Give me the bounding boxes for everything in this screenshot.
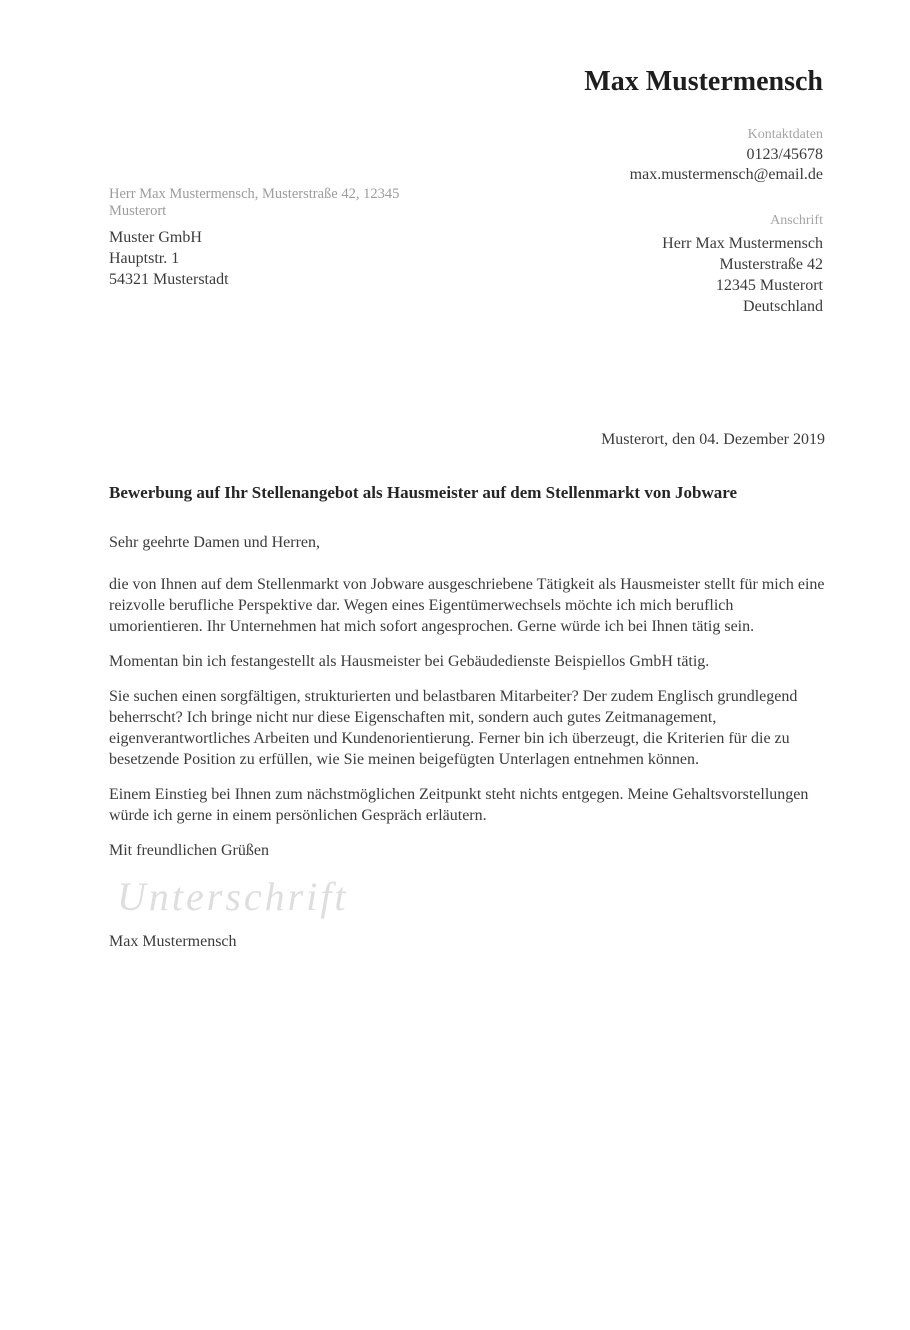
- page-title: Max Mustermensch: [584, 66, 823, 97]
- paragraph-current-job: Momentan bin ich festangestellt als Hausmeister bei Gebäudedienste Beispiellos GmbH tätig.: [109, 653, 710, 670]
- applicant-address-block: [662, 233, 823, 317]
- applicant-country: Deutschland: [743, 298, 823, 315]
- signature-placeholder: Unterschrift: [117, 874, 349, 919]
- signed-name: Max Mustermensch: [109, 933, 237, 950]
- recipient-address-block: [109, 227, 229, 290]
- closing-formula: Mit freundlichen Grüßen: [109, 842, 269, 859]
- letter-body: [109, 429, 825, 952]
- recipient-city: 54321 Musterstadt: [109, 271, 229, 288]
- paragraph-availability: Einem Einstieg bei Ihnen zum nächstmöglichen Zeitpunkt steht nichts entgegen. Meine Gehaltsvorstellungen würde ich gerne in einem persönlichen Gespräch erläutern.: [109, 786, 809, 824]
- date-line: Musterort, den 04. Dezember 2019: [601, 431, 825, 448]
- applicant-city: 12345 Musterort: [715, 277, 823, 294]
- applicant-name: Herr Max Mustermensch: [662, 235, 823, 252]
- contact-phone: 0123/45678: [746, 146, 823, 163]
- salutation: Sehr geehrte Damen und Herren,: [109, 534, 321, 551]
- paragraph-intro: die von Ihnen auf dem Stellenmarkt von Jobware ausgeschriebene Tätigkeit als Hausmeister stellt für mich eine reizvolle berufliche Perspektive dar. Wegen eines Eigentümerwechsels möchte ich mich beruflich umorientieren. Ihr Unternehmen hat mich sofort angesprochen. Gerne würde ich bei Ihnen tätig sein.: [109, 576, 825, 635]
- applicant-street: Musterstraße 42: [719, 256, 823, 273]
- address-section-label: Anschrift: [770, 213, 823, 228]
- sender-return-address: Herr Max Mustermensch, Musterstraße 42, 12345 Musterort: [109, 186, 400, 219]
- recipient-company: Muster GmbH: [109, 229, 202, 246]
- contact-section-label: Kontaktdaten: [747, 127, 823, 142]
- recipient-street: Hauptstr. 1: [109, 250, 180, 267]
- subject-line: Bewerbung auf Ihr Stellenangebot als Hausmeister auf dem Stellenmarkt von Jobware: [109, 483, 738, 502]
- contact-email: max.mustermensch@email.de: [629, 166, 823, 183]
- paragraph-qualifications: Sie suchen einen sorgfältigen, strukturierten und belastbaren Mitarbeiter? Der zudem Englisch grundlegend beherrscht? Ich bringe nicht nur diese Eigenschaften mit, sondern auch gutes Zeitmanagement, eigenverantwortliches Arbeiten und Kundenorientierung. Ferner bin ich überzeugt, die Kriterien für die zu besetzende Position zu erfüllen, wie Sie meinen beigefügten Unterlagen entnehmen können.: [109, 688, 798, 768]
